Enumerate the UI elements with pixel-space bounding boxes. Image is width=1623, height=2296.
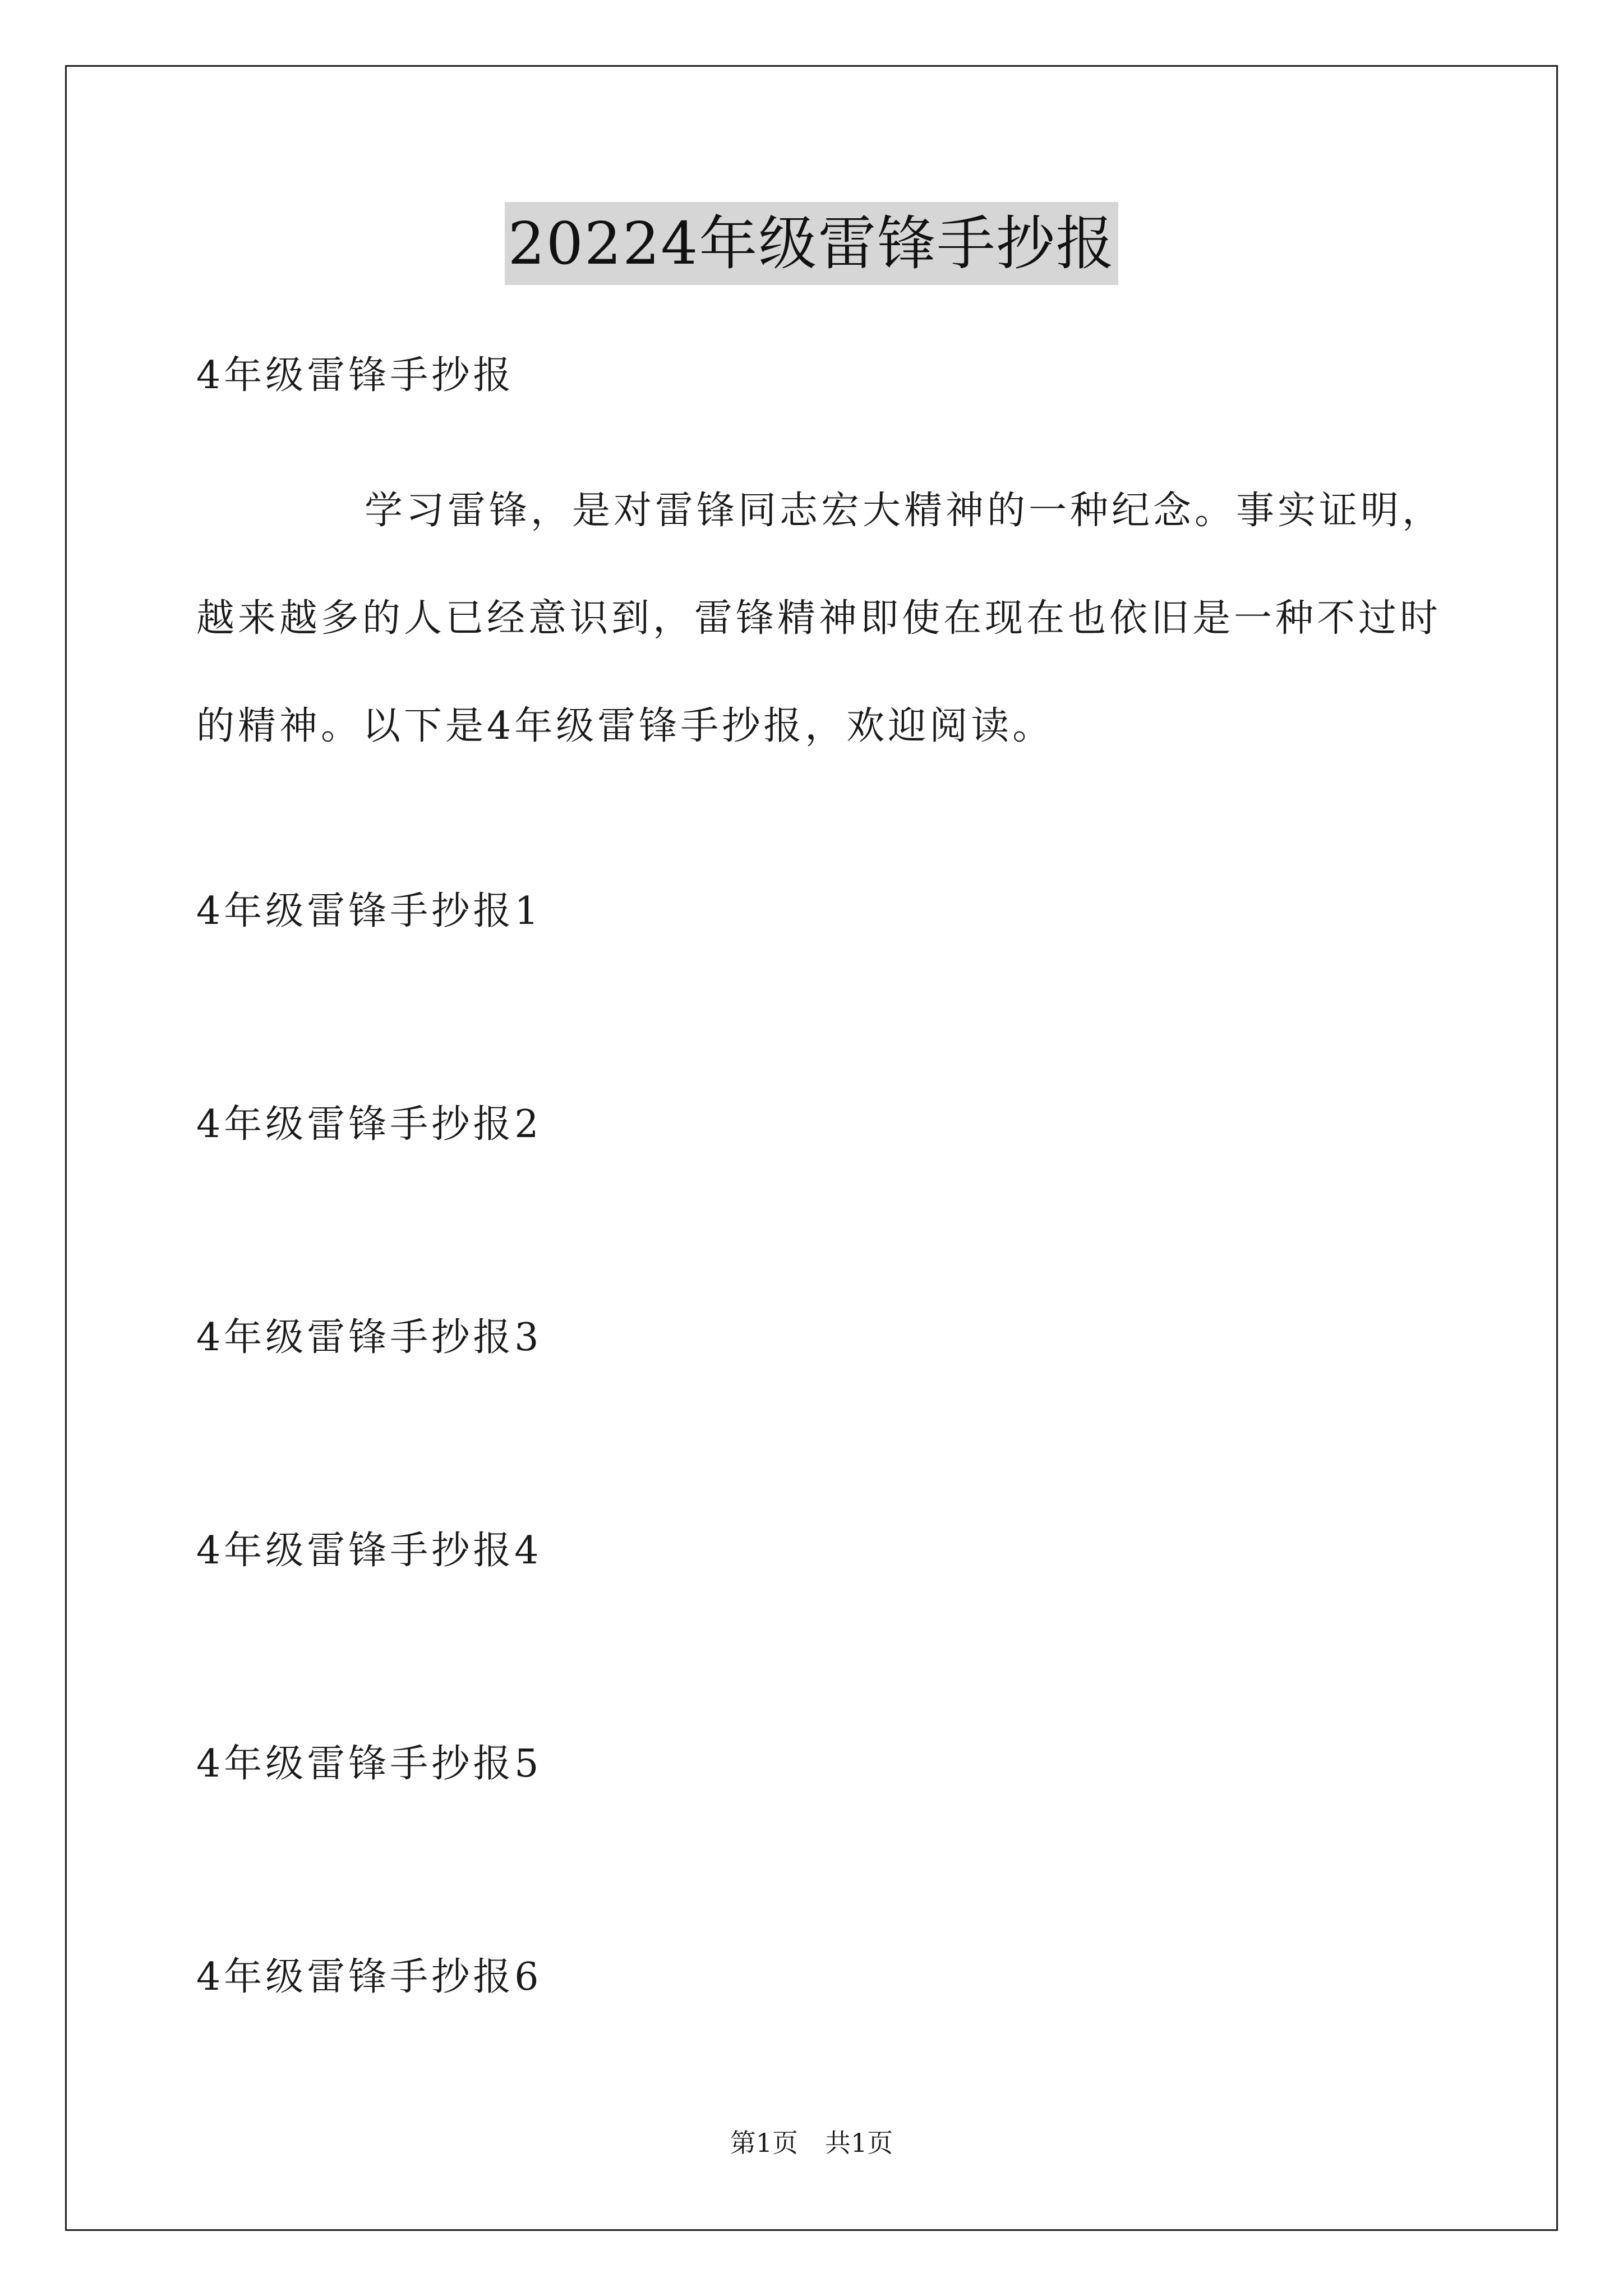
document-title: 20224年级雷锋手抄报 [505, 202, 1119, 285]
page-current: 第1页 [730, 2128, 798, 2158]
intro-paragraph: 学习雷锋，是对雷锋同志宏大精神的一种纪念。事实证明，越来越多的人已经意识到，雷锋精神即使在现在也依旧是一种不过时的精神。以下是4年级雷锋手抄报，欢迎阅读。 [196, 489, 1444, 748]
intro-paragraph-container [196, 457, 1447, 780]
document-subtitle: 4年级雷锋手抄报 [196, 353, 515, 398]
page-footer [0, 2126, 1623, 2160]
section-heading: 4年级雷锋手抄报6 [196, 1955, 542, 1999]
section-heading: 4年级雷锋手抄报5 [196, 1742, 542, 1786]
section-heading: 4年级雷锋手抄报3 [196, 1315, 542, 1360]
section-heading: 4年级雷锋手抄报1 [196, 889, 542, 933]
section-heading: 4年级雷锋手抄报2 [196, 1102, 542, 1147]
section-heading: 4年级雷锋手抄报4 [196, 1529, 542, 1573]
title-container [0, 202, 1623, 285]
page-total: 共1页 [825, 2128, 893, 2158]
